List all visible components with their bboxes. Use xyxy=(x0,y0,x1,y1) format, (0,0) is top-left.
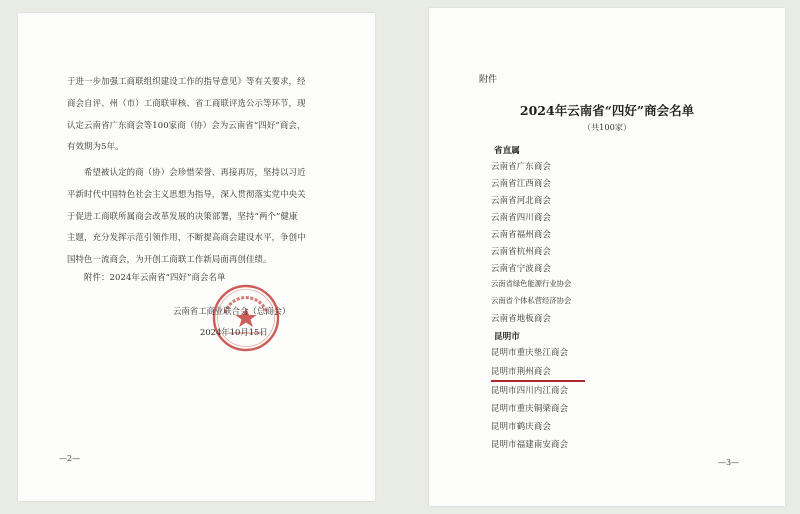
body-line: 商会自评、州（市）工商联审核、省工商联评选公示等环节，现 xyxy=(67,98,306,108)
list-item: 云南省个体私营经济协会 xyxy=(491,296,572,305)
attachment-label: 附件 xyxy=(479,75,498,85)
body-line: 于促进工商联所属商会改革发展的决策部署，坚持“两个”健康 xyxy=(67,211,298,221)
list-item: 昆明市福建南安商会 xyxy=(491,439,569,449)
list-item: 云南省地板商会 xyxy=(491,313,552,323)
body-line: 希望被认定的商（协）会珍惜荣誉、再接再厉，坚持以习近 xyxy=(84,167,306,177)
list-item: 云南省四川商会 xyxy=(491,212,552,222)
list-item: 昆明市重庆铜梁商会 xyxy=(491,403,569,413)
body-line: 平新时代中国特色社会主义思想为指导，深入贯彻落实党中央关 xyxy=(67,189,306,199)
body-line: 有效期为5年。 xyxy=(67,141,124,151)
list-item: 昆明市重庆垫江商会 xyxy=(491,347,569,357)
page-number: —2— xyxy=(59,454,81,463)
list-item: 云南省绿色能源行业协会 xyxy=(491,279,572,288)
body-line: 于进一步加强工商联组织建设工作的指导意见》等有关要求，经 xyxy=(67,76,306,86)
list-subtitle: （共100家） xyxy=(582,122,632,132)
highlight-underline xyxy=(491,380,585,382)
list-item-highlighted: 昆明市荆州商会 xyxy=(491,366,552,376)
list-item: 云南省河北商会 xyxy=(491,195,552,205)
list-item: 云南省广东商会 xyxy=(491,161,552,171)
document-page-right xyxy=(429,8,785,506)
list-item: 云南省江西商会 xyxy=(491,178,552,188)
official-seal-icon xyxy=(211,283,281,353)
list-title: 2024年云南省“四好”商会名单 xyxy=(519,103,695,118)
signature-date: 2024年10月15日 xyxy=(200,327,268,337)
page-number: —3— xyxy=(718,458,740,467)
list-item: 云南省宁波商会 xyxy=(491,263,552,273)
list-item: 昆明市四川内江商会 xyxy=(491,385,569,395)
body-line: 主题，充分发挥示范引领作用，不断提高商会建设水平，争创中 xyxy=(67,232,306,242)
list-item: 云南省杭州商会 xyxy=(491,246,552,256)
document-page-left xyxy=(18,13,375,501)
section-heading-provincial: 省直属 xyxy=(494,146,520,156)
list-item: 昆明市鹤庆商会 xyxy=(491,421,552,431)
section-heading-kunming: 昆明市 xyxy=(494,332,520,342)
body-line: 认定云南省广东商会等100家商（协）会为云南省“四好”商会， xyxy=(67,120,306,130)
list-item: 云南省福州商会 xyxy=(491,229,552,239)
body-line: 国特色一流商会，为开创工商联工作新局面再创佳绩。 xyxy=(67,254,272,264)
attachment-note: 附件：2024年云南省“四好”商会名单 xyxy=(84,272,226,282)
signature-organization: 云南省工商业联合会（总商会） xyxy=(173,306,291,316)
